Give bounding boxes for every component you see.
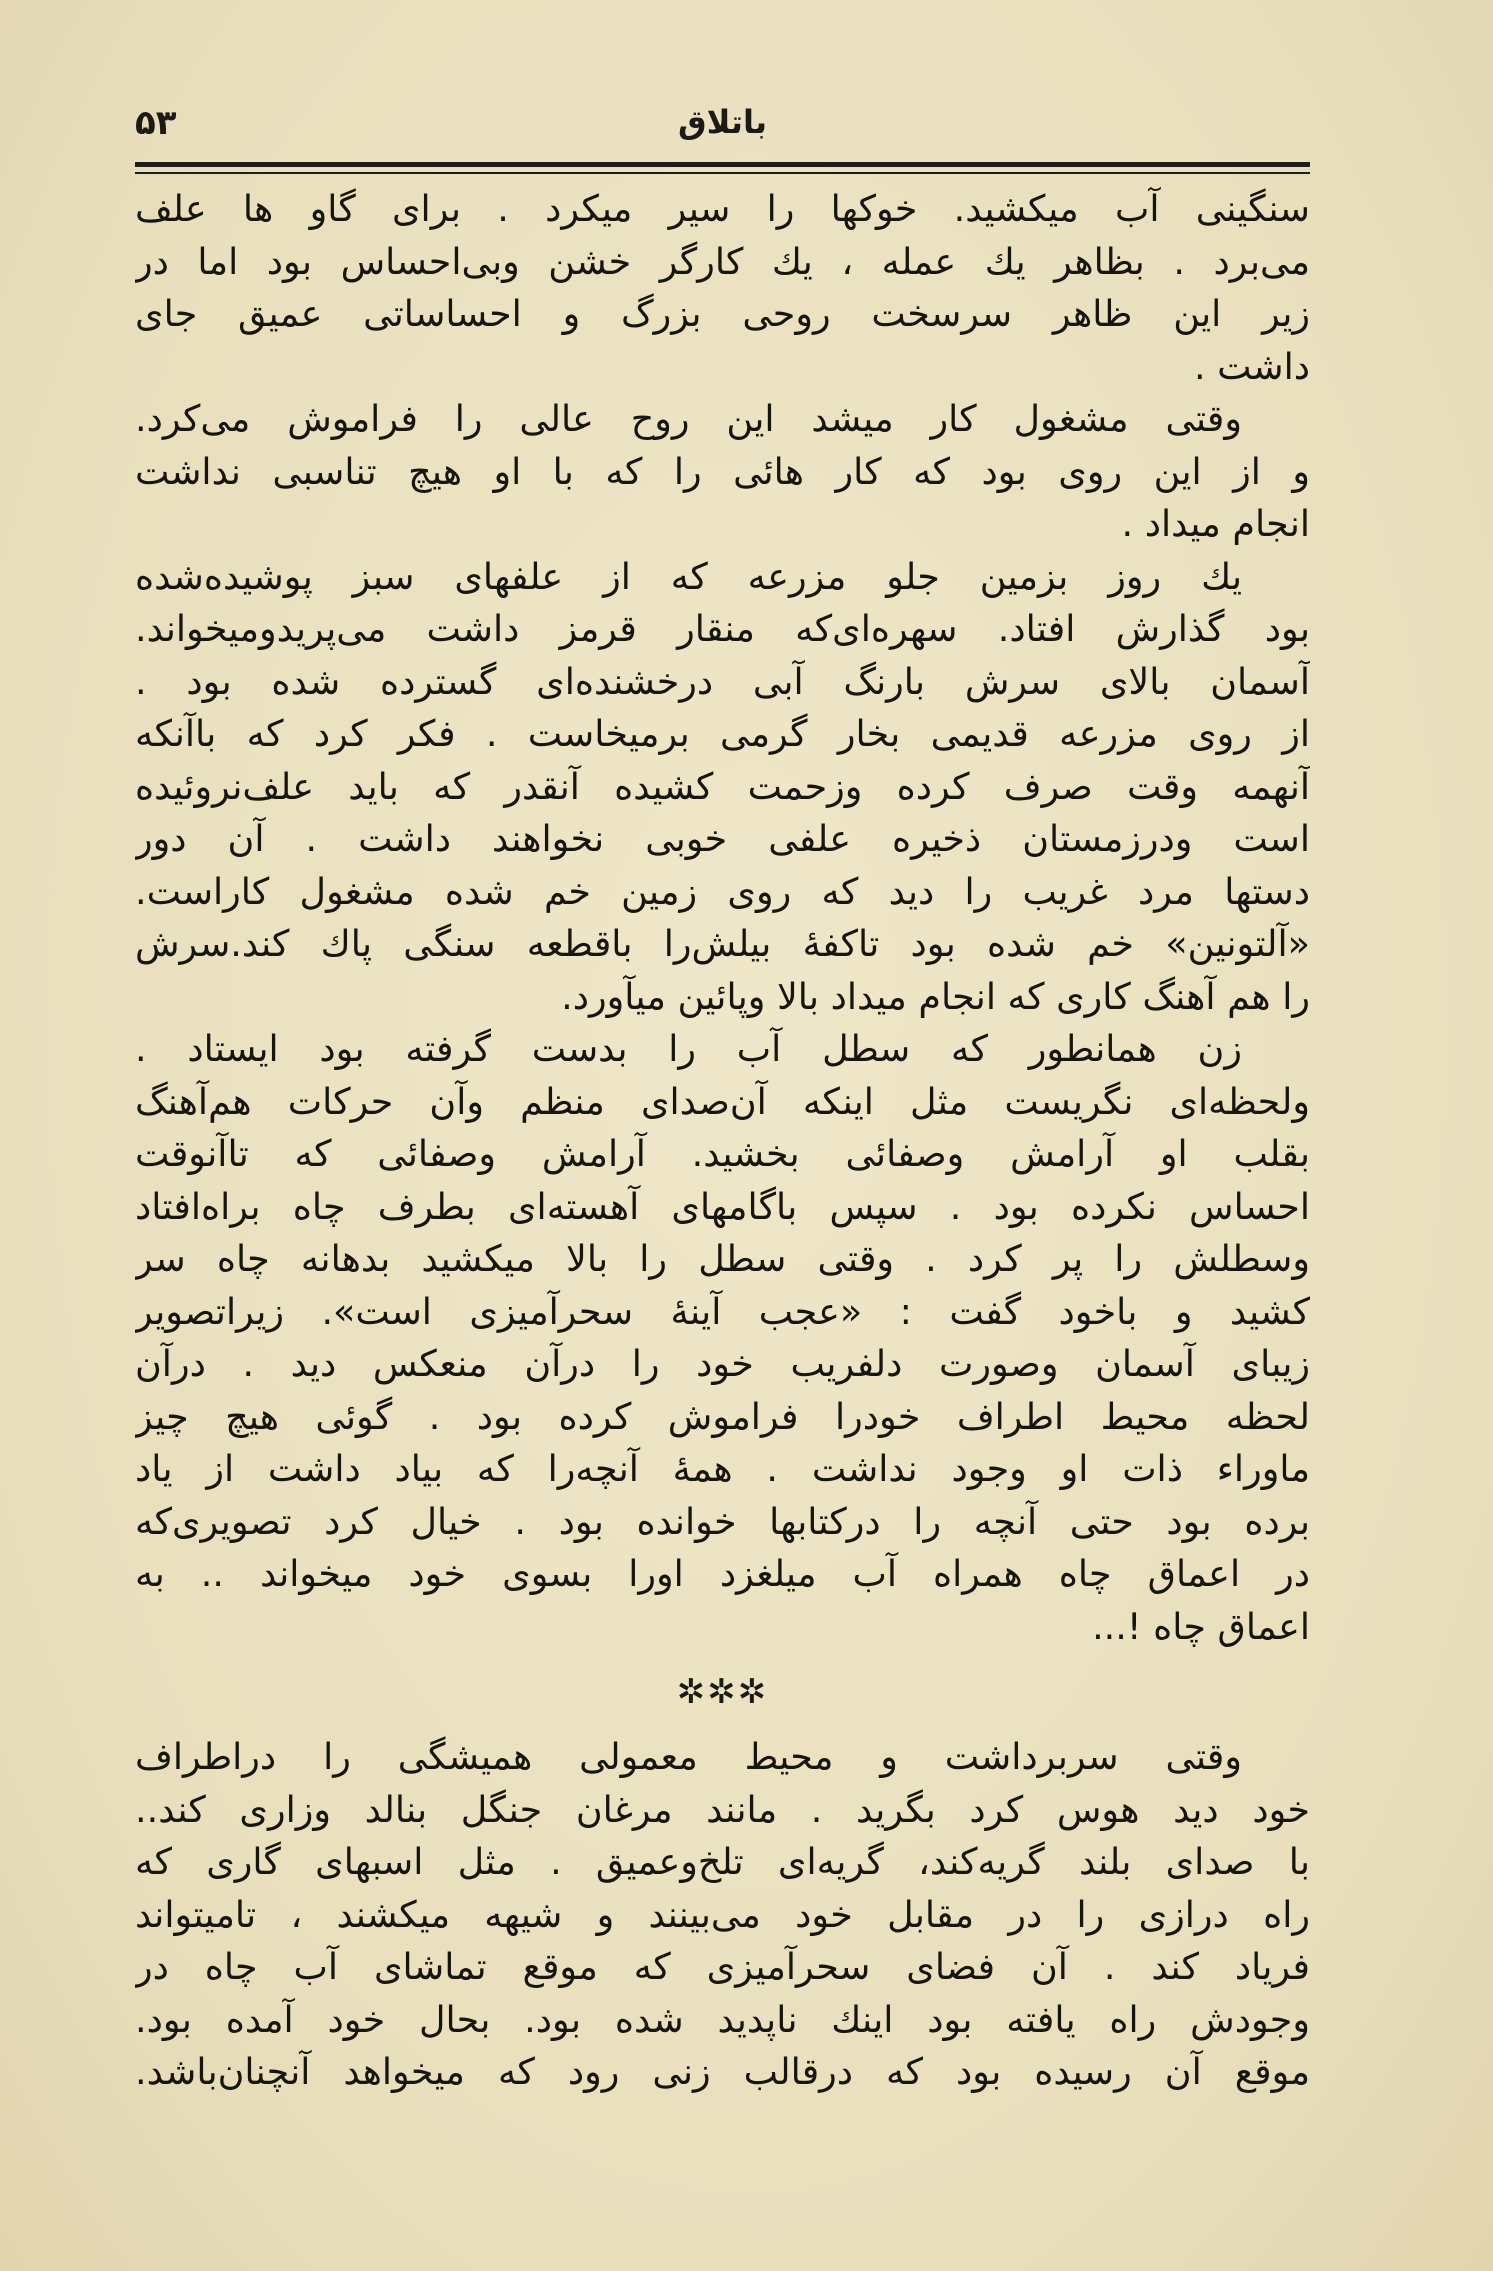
text-line: زن همانطور که سطل آب را بدست گرفته بود ایستاد . xyxy=(135,1027,1242,1070)
text-line: را هم آهنگ کاری که انجام میداد بالا وپائین میآورد. xyxy=(561,974,1310,1018)
text-line: احساس نکرده بود . سپس باگامهای آهسته‌ای بطرف چاه براه‌افتاد xyxy=(135,1184,1310,1228)
text-line: زیبای آسمان وصورت دلفریب خود را درآن منعکس دید . درآن xyxy=(135,1342,1310,1385)
text-line: کشید و باخود گفت : «عجب آینهٔ سحرآمیزی است». زیراتصویر xyxy=(135,1289,1310,1333)
paragraph xyxy=(135,551,1310,1024)
text-line: برده بود حتی آنچه را درکتابها خوانده بود . خیال کرد تصویری‌که xyxy=(135,1499,1310,1543)
text-line: بقلب او آرامش وصفائی بخشید. آرامش وصفائی که تاآنوقت xyxy=(135,1132,1310,1175)
text-line: وسطلش را پر کرد . وقتی سطل را بالا میکشید بدهانه چاه سر xyxy=(135,1237,1310,1280)
text-line: داشت . xyxy=(1193,344,1310,388)
text-line: فریاد کند . آن فضای سحرآمیزی که موقع تماشای آب چاه در xyxy=(135,1945,1310,1988)
text-line: موقع آن رسیده بود که درقالب زنی رود که میخواهد آنچنان‌باشد. xyxy=(135,2050,1310,2093)
running-title: باتلاق xyxy=(678,103,767,141)
text-line: آنهمه وقت صرف کرده وزحمت کشیده آنقدر که باید علف‌نروئیده xyxy=(135,764,1310,808)
text-line: در اعماق چاه همراه آب میلغزد اورا بسوی خود میخواند .. به xyxy=(135,1552,1310,1595)
header-rule-thin xyxy=(135,172,1310,174)
text-line: وجودش راه یافته بود اینك ناپدید شده بود. بحال خود آمده بود. xyxy=(135,1997,1310,2041)
text-line: دستها مرد غریب را دید که روی زمین خم شده مشغول کاراست. xyxy=(135,869,1310,913)
text-line: وقتی مشغول کار میشد این روح عالی را فراموش می‌کرد. xyxy=(135,397,1242,440)
text-line: لحظه محیط اطراف خودرا فراموش کرده بود . گوئی هیچ چیز xyxy=(135,1394,1310,1438)
text-line: و از این روی بود که کار هائی را که با او هیچ تناسبی نداشت xyxy=(135,449,1310,493)
text-line: آسمان بالای سرش بارنگ آبی درخشنده‌ای گسترده شده بود . xyxy=(135,659,1310,703)
text-line: انجام میداد . xyxy=(1121,502,1310,545)
paragraph xyxy=(135,393,1310,551)
section-break-ornament: ✲✲✲ xyxy=(676,1672,769,1712)
text-line: خود دید هوس کرد بگرید . مانند مرغان جنگل بنالد وزاری کند.. xyxy=(135,1787,1310,1831)
text-line: وقتی سربرداشت و محیط معمولی همیشگی را دراطراف xyxy=(135,1735,1242,1778)
page-header xyxy=(135,95,1310,155)
text-line: یك روز بزمین جلو مزرعه که از علفهای سبز پوشیده‌شده xyxy=(135,554,1242,598)
text-line: ولحظه‌ای نگریست مثل اینکه آن‌صدای منظم وآن حرکات هم‌آهنگ xyxy=(135,1079,1310,1123)
paragraph xyxy=(135,1731,1310,2099)
text-line: است ودرزمستان ذخیره علفی خوبی نخواهند داشت . آن دور xyxy=(135,817,1310,860)
text-line: زیر این ظاهر سرسخت روحی بزرگ و احساساتی عمیق جای xyxy=(135,292,1310,335)
text-line: بود گذارش افتاد. سهره‌ای‌که منقار قرمز داشت می‌پریدومیخواند. xyxy=(135,607,1310,650)
page-number: ۵۳ xyxy=(135,103,177,143)
text-line: از روی مزرعه قدیمی بخار گرمی برمیخاست . فکر کرد که باآنکه xyxy=(135,712,1310,755)
paragraph xyxy=(135,183,1310,393)
text-line: راه درازی را در مقابل خود می‌بینند و شیهه میکشند ، تامیتواند xyxy=(135,1892,1310,1936)
text-line: اعماق چاه !... xyxy=(1092,1604,1310,1648)
text-line: می‌برد . بظاهر یك عمله ، یك کارگر خشن وبی‌احساس بود اما در xyxy=(135,239,1310,283)
text-line: «آلتونین» خم شده بود تاکفهٔ بیلش‌را باقطعه سنگی پاك کند.سرش xyxy=(135,922,1310,965)
body-text xyxy=(135,183,1310,2099)
text-line: ماوراء ذات او وجود نداشت . همهٔ آنچه‌را که بیاد داشت از یاد xyxy=(135,1447,1310,1490)
paragraph xyxy=(135,1023,1310,1653)
text-line: با صدای بلند گریه‌کند، گریه‌ای تلخ‌وعمیق . مثل اسبهای گاری که xyxy=(135,1840,1310,1883)
header-rule-thick xyxy=(135,162,1310,167)
text-line: سنگینی آب میکشید. خوکها را سیر میکرد . برای گاو ها علف xyxy=(135,187,1310,230)
